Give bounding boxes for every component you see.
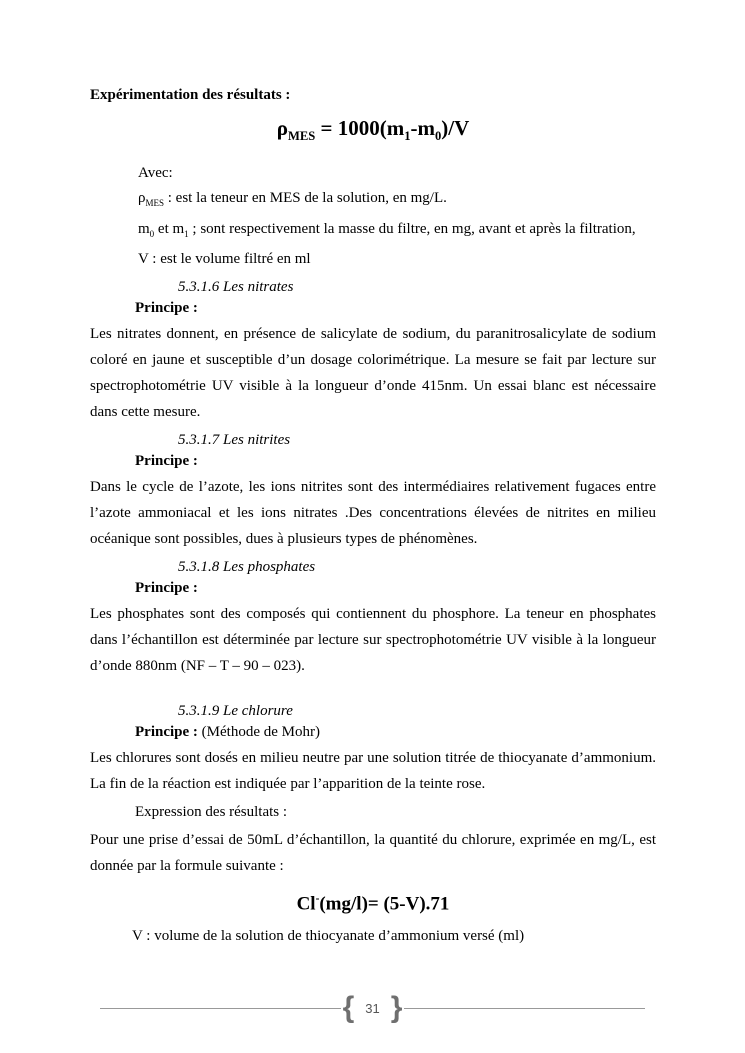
def-m-text: ; sont respectivement la masse du filtre, en mg, avant et après la filtration, (188, 220, 636, 237)
def-v-chlorure: V : volume de la solution de thiocyanate d’ammonium versé (ml) (132, 927, 525, 944)
mes-formula-rho: ρ (276, 116, 288, 140)
mes-formula-eq: = 1000(m (315, 116, 405, 140)
def-v: V : est le volume filtré en ml (138, 251, 311, 268)
footer-brace-left-icon: { (342, 991, 355, 1024)
heading-nitrates: 5.3.1.6 Les nitrates (178, 279, 294, 296)
paragraph-nitrites: Dans le cycle de l’azote, les ions nitrites sont des intermédiaires relativement fugaces entre l’azote ammoniacal et les ions nitrates .Des concentrations élevées de nitrites en milieu océanique sont possibles, dues à plusieurs types de phénomènes. (90, 479, 656, 548)
def-m-sub0: 0 (149, 228, 155, 239)
expression-resultats-label: Expression des résultats : (135, 804, 288, 821)
def-m-sub1: 1 (184, 228, 189, 239)
paragraph-phosphates: Les phosphates sont des composés qui contiennent du phosphore. La teneur en phosphates dans l’échantillon est déterminée par lecture sur spectrophotométrie UV visible à la longueur d’onde 880nm (NF – T – 90 – 023). (90, 606, 656, 675)
section-title: Expérimentation des résultats : (90, 87, 291, 103)
principe-label-chlorure (135, 722, 656, 743)
paragraph-chlorure-expression: Pour une prise d’essai de 50mL d’échantillon, la quantité du chlorure, exprimée en mg/L, est donnée par la formule suivante : (90, 832, 656, 875)
mes-formula-dash: -m (410, 116, 435, 140)
mes-formula-sub1: 1 (404, 129, 411, 144)
chlorure-formula-rest: (mg/l)= (5-V).71 (319, 893, 450, 915)
avec-label: Avec: (138, 165, 173, 182)
principe-bold-chlorure: Principe : (135, 724, 198, 741)
heading-chlorure: 5.3.1.9 Le chlorure (178, 703, 293, 720)
footer-line-left (100, 1008, 341, 1009)
principe-bold-nitrites: Principe : (135, 453, 198, 470)
heading-phosphates: 5.3.1.8 Les phosphates (178, 559, 316, 576)
footer-line-right (404, 1008, 645, 1009)
mes-formula-end: )/V (441, 116, 470, 140)
principe-label-phosphates (135, 578, 656, 599)
def-m-symbol: m (138, 220, 150, 237)
def-rho-symbol: ρ (138, 190, 146, 207)
chlorure-formula-cl: Cl (296, 893, 316, 915)
principe-label-nitrites (135, 451, 656, 472)
paragraph-nitrates: Les nitrates donnent, en présence de salicylate de sodium, du paranitrosalicylate de sodium coloré en jaune et susceptible d’un dosage colorimétrique. La mesure se fait par lecture sur spectrophotométrie UV visible à la longueur d’onde 415nm. Un essai blanc est nécessaire dans cette mesure. (90, 326, 656, 421)
paragraph-chlorure: Les chlorures sont dosés en milieu neutre par une solution titrée de thiocyanate d’ammonium. La fin de la réaction est indiquée par l’apparition de la teinte rose. (90, 750, 656, 793)
chlorure-formula (90, 885, 656, 918)
principe-methode-chlorure: (Méthode de Mohr) (197, 724, 320, 741)
def-rho-text: : est la teneur en MES de la solution, en mg/L. (164, 190, 447, 207)
heading-nitrites: 5.3.1.7 Les nitrites (178, 432, 291, 449)
mes-formula-rho-sub: MES (287, 129, 316, 144)
chlorure-formula-minus: - (315, 893, 320, 906)
principe-label-nitrates (135, 298, 656, 319)
page-number: 31 (365, 1000, 380, 1016)
principe-bold-phosphates: Principe : (135, 580, 198, 597)
def-m-mid: et m (154, 220, 185, 237)
mes-formula (90, 113, 656, 151)
def-m (138, 217, 656, 247)
page-footer (100, 993, 645, 1023)
def-rho-sub: MES (145, 198, 165, 209)
def-rho (138, 186, 656, 216)
principe-bold-nitrates: Principe : (135, 300, 198, 317)
formula-definitions (138, 161, 656, 272)
mes-formula-sub0: 0 (435, 129, 442, 144)
footer-brace-right-icon: } (390, 991, 403, 1024)
